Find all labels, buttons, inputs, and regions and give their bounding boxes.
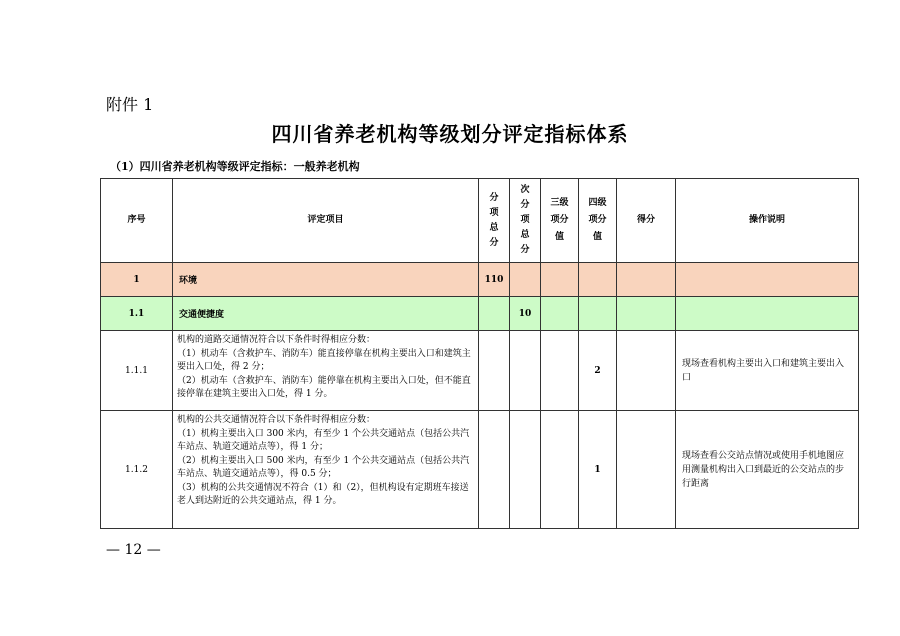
header-level3: 三级 项分 值 xyxy=(541,179,579,263)
cell-item-total: 110 xyxy=(479,263,510,297)
attachment-label: 附件 1 xyxy=(106,95,154,114)
cell-item: 环境 xyxy=(173,263,479,297)
cell-method: 现场查看公交站点情况或使用手机地图应用测量机构出入口到最近的公交站点的步行距离 xyxy=(676,411,859,529)
cell-no: 1 xyxy=(101,263,173,297)
cell-level4: 1 xyxy=(579,411,617,529)
cell-subitem-total xyxy=(510,263,541,297)
cell-level4: 2 xyxy=(579,331,617,411)
evaluation-table xyxy=(100,178,859,529)
cell-level3 xyxy=(541,263,579,297)
cell-item: 机构的道路交通情况符合以下条件时得相应分数： （1）机动车（含救护车、消防车）能直接停靠在机构主要出入口和建筑主要出入口处，得 2 分； （2）机动车（含救护车、消防车）能停靠在机构主要出入口处，但不能直接停靠在建筑主要出入口处，得 1 分。 xyxy=(173,331,479,411)
cell-no: 1.1.1 xyxy=(101,331,173,411)
cell-level3 xyxy=(541,297,579,331)
table-row xyxy=(101,263,859,297)
cell-subitem-total xyxy=(510,331,541,411)
table-row xyxy=(101,297,859,331)
cell-level4 xyxy=(579,263,617,297)
header-no: 序号 xyxy=(101,179,173,263)
section-title: （1）四川省养老机构等级评定指标：一般养老机构 xyxy=(110,160,360,173)
cell-no: 1.1.2 xyxy=(101,411,173,529)
cell-level4 xyxy=(579,297,617,331)
table-row xyxy=(101,331,859,411)
cell-item-total xyxy=(479,411,510,529)
cell-item: 机构的公共交通情况符合以下条件时得相应分数： （1）机构主要出入口 300 米内，有至少 1 个公共交通站点（包括公共汽车站点、轨道交通站点等），得 1 分； （2）机构主要出入口 500 米内，有至少 1 个公共交通站点（包括公共汽车站点、轨道交通站点等），得 0.5 分； （3）机构的公共交通情况不符合（1）和（2），但机构设有定期班车接送老人到达附近的公共交通站点，得 1 分。 xyxy=(173,411,479,529)
cell-subitem-total xyxy=(510,411,541,529)
cell-method xyxy=(676,263,859,297)
cell-item: 交通便捷度 xyxy=(173,297,479,331)
header-method: 操作说明 xyxy=(676,179,859,263)
cell-score xyxy=(617,297,676,331)
cell-score xyxy=(617,263,676,297)
table-header-row xyxy=(101,179,859,263)
document-title: 四川省养老机构等级划分评定指标体系 xyxy=(271,122,629,146)
table-row xyxy=(101,411,859,529)
cell-score xyxy=(617,331,676,411)
cell-method xyxy=(676,297,859,331)
cell-no: 1.1 xyxy=(101,297,173,331)
header-item-total: 分 项 总 分 xyxy=(479,179,510,263)
cell-subitem-total: 10 xyxy=(510,297,541,331)
cell-level3 xyxy=(541,331,579,411)
cell-score xyxy=(617,411,676,529)
cell-level3 xyxy=(541,411,579,529)
header-item: 评定项目 xyxy=(173,179,479,263)
page-number: — 12 — xyxy=(106,542,161,558)
header-score: 得分 xyxy=(617,179,676,263)
cell-method: 现场查看机构主要出入口和建筑主要出入口 xyxy=(676,331,859,411)
header-level4: 四级 项分 值 xyxy=(579,179,617,263)
header-subitem-total: 次 分 项 总 分 xyxy=(510,179,541,263)
cell-item-total xyxy=(479,297,510,331)
cell-item-total xyxy=(479,331,510,411)
